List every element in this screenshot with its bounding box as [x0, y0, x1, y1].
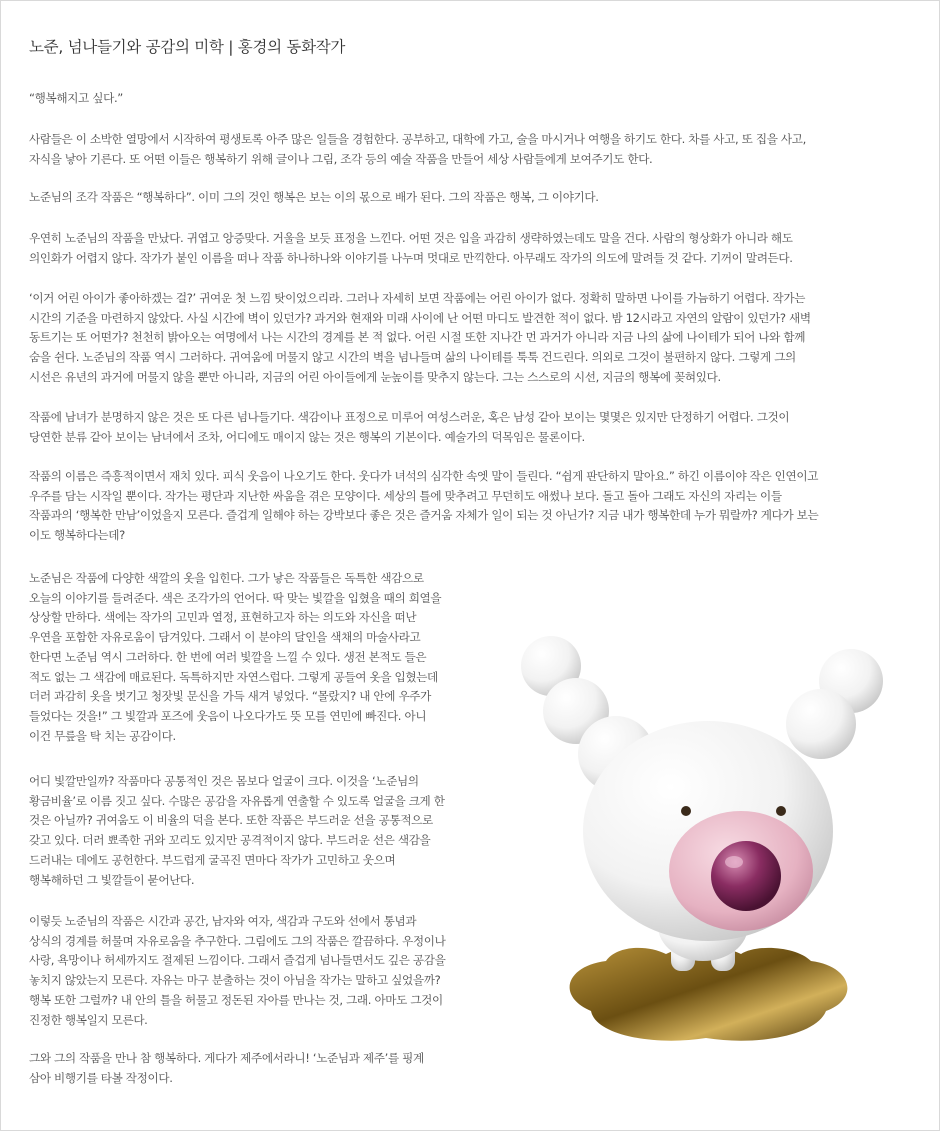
paragraph-line: 작품에 남녀가 분명하지 않은 것은 또 다른 넘나들기다. 색감이나 표정으로 미루어 여성스러운, 혹은 남성 같아 보이는 몇몇은 있지만 단정하기 어렵다. 그것이	[29, 410, 790, 424]
paragraph	[29, 1049, 424, 1088]
paragraph-line: 상상할 만하다. 색에는 작가의 고민과 열정, 표현하고자 하는 의도와 자신을 떠난	[29, 610, 417, 625]
paragraph-line: 놓치지 않았는지 모른다. 자유는 마구 분출하는 것이 아님을 작가는 말하고 싶었을까?	[29, 973, 441, 988]
paragraph-line: 행복해하던 그 빛깔들이 묻어난다.	[29, 872, 195, 887]
paragraph-line: 우주를 담는 시작일 뿐이다. 작가는 평단과 지난한 싸움을 겪은 모양이다. 세상의 틀에 맞추려고 무던히도 애썼나 보다. 돌고 돌아 그래도 자신의 자리는 이들	[29, 488, 782, 503]
paragraph-line: 작품의 이름은 즉흥적이면서 재치 있다. 피식 웃음이 나오기도 한다. 웃다가 녀석의 심각한 속엣 말이 들린다. “쉽게 판단하지 말아요.” 하긴 이름이야 작은 인연이고	[29, 469, 819, 483]
paragraph-line: 이건 무릎을 탁 치는 공감이다.	[29, 728, 176, 743]
article-title: 노준, 넘나들기와 공감의 미학 | 홍경의 동화작가	[29, 38, 346, 56]
paragraph-line: 숨을 쉰다. 노준님의 작품 역시 그러하다. 귀여움에 머물지 않고 시간의 벽을 넘나들며 삶의 나이테를 툭툭 건드린다. 의외로 그것이 불편하지 않다. 그렇게 그의	[29, 350, 796, 365]
paragraph	[29, 289, 811, 388]
paragraph-line: 사랑, 욕망이나 허세까지도 절제된 느낌이다. 그래서 즐겁게 넘나들면서도 깊은 공감을	[29, 953, 446, 968]
paragraph-line: 시간의 기준을 마련하지 않았다. 사실 시간에 벽이 있던가? 과거와 현재와 미래 사이에 난 어떤 마디도 발견한 적이 없다. 밤 12시라고 자연의 알람이 있던가? 새벽	[29, 310, 811, 325]
paragraph	[29, 89, 123, 109]
paragraph-line: 드러내는 데에도 공헌한다. 부드럽게 굴곡진 면마다 작가가 고민하고 웃으며	[29, 852, 396, 867]
paragraph-line: “행복해지고 싶다.”	[29, 91, 123, 105]
paragraph	[29, 229, 793, 268]
paragraph-line: 황금비율’로 이름 짓고 싶다. 수많은 공감을 자유롭게 연출할 수 있도록 얼굴을 크게 한	[29, 793, 445, 808]
paragraph-line: 갖고 있다. 더러 뾰족한 귀와 꼬리도 있지만 공격적이지 않다. 부드러운 선은 색감을	[29, 833, 431, 848]
paragraph-line: 진정한 행복일지 모른다.	[29, 1012, 148, 1027]
paragraph-line: 노준님의 조각 작품은 “행복하다”. 이미 그의 것인 행복은 보는 이의 몫으로 배가 된다. 그의 작품은 행복, 그 이야기다.	[29, 190, 599, 204]
paragraph-line: 이렇듯 노준님의 작품은 시간과 공간, 남자와 여자, 색감과 구도와 선에서 통념과	[29, 914, 417, 928]
paragraph-line: 더러 과감히 옷을 벗기고 청잣빛 문신을 가득 새겨 넣었다. “몰랐지? 내 안에 우주가	[29, 689, 432, 704]
paragraph-line: 행복 또한 그럴까? 내 안의 틀을 허물고 정돈된 자아를 만나는 것, 그래. 아마도 그것이	[29, 992, 443, 1007]
paragraph-line: 작품과의 ‘행복한 만남’이었을지 모른다. 즐겁게 일해야 하는 강박보다 좋은 것은 즐거움 자체가 일이 되는 것 아닌가? 지금 내가 행복한데 누가 뭐랄까? 게다가 보는	[29, 508, 819, 523]
paragraph-line: 삼아 비행기를 타볼 작정이다.	[29, 1070, 173, 1085]
paragraph	[29, 569, 441, 746]
paragraph-line: 자식을 낳아 기른다. 또 어떤 이들은 행복하기 위해 글이나 그림, 조각 등의 예술 작품을 만들어 세상 사람들에게 보여주기도 한다.	[29, 151, 653, 166]
paragraph	[29, 408, 789, 447]
paragraph-line: 우연을 포함한 자유로움이 담겨있다. 그래서 이 분야의 달인을 색채의 마술사라고	[29, 630, 421, 645]
paragraph	[29, 772, 445, 890]
paragraph-line: 사람들은 이 소박한 열망에서 시작하여 평생토록 아주 많은 일들을 경험한다. 공부하고, 대학에 가고, 술을 마시거나 여행을 하기도 한다. 차를 사고, 또 집을 사고,	[29, 132, 806, 146]
paragraph	[29, 188, 599, 208]
paragraph-line: 들었다는 것을!” 그 빛깔과 포즈에 웃음이 나오다가도 뜻 모를 연민에 빠진다. 아니	[29, 708, 427, 723]
paragraph-line: 것은 아닐까? 귀여움도 이 비율의 덕을 본다. 또한 작품은 부드러운 선을 공통적으로	[29, 813, 433, 828]
paragraph-line: 우연히 노준님의 작품을 만났다. 귀엽고 앙증맞다. 거울을 보듯 표정을 느낀다. 어떤 것은 입을 과감히 생략하였는데도 말을 건다. 사람의 형상화가 아니라 해도	[29, 231, 793, 245]
paragraph-line: 노준님은 작품에 다양한 색깔의 옷을 입힌다. 그가 낳은 작품들은 독특한 색감으로	[29, 571, 424, 585]
paragraph-line: 동트기는 또 어떤가? 천천히 밝아오는 여명에서 나는 시간의 경계를 본 적 없다. 어린 시절 또한 지나간 먼 과거가 아니라 지금 나의 삶에 나이테가 되어 나와 함께	[29, 330, 806, 345]
paragraph-line: 이도 행복하다는데?	[29, 528, 125, 543]
paragraph-line: 어디 빛깔만일까? 작품마다 공통적인 것은 몸보다 얼굴이 크다. 이것을 ‘노준님의	[29, 774, 419, 788]
paragraph-line: 그와 그의 작품을 만나 참 행복하다. 게다가 제주에서라니! ‘노준님과 제주’를 핑계	[29, 1051, 424, 1065]
paragraph-line: ‘이거 어린 아이가 좋아하겠는 걸?’ 귀여운 첫 느낌 탓이었으리라. 그러나 자세히 보면 작품에는 어린 아이가 없다. 정확히 말하면 나이를 가늠하기 어렵다. 작가는	[29, 291, 806, 305]
paragraph-line: 적도 없는 그 색감에 매료된다. 독특하지만 자연스럽다. 그렇게 공들여 옷을 입혔는데	[29, 669, 438, 684]
paragraph	[29, 130, 806, 169]
paragraph	[29, 912, 445, 1030]
paragraph-line: 상식의 경계를 허물며 자유로움을 추구한다. 그림에도 그의 작품은 깔끔하다. 우정이나	[29, 933, 446, 948]
sculpture-photo	[496, 626, 916, 1056]
paragraph-line: 당연한 분류 같아 보이는 남녀에서 조차, 어디에도 매이지 않는 것은 행복의 기본이다. 예술가의 덕목임은 물론이다.	[29, 429, 585, 444]
paragraph-line: 오늘의 이야기를 들려준다. 색은 조각가의 언어다. 딱 맞는 빛깔을 입혔을 때의 희열을	[29, 590, 442, 605]
paragraph	[29, 467, 818, 546]
paragraph-line: 의인화가 어렵지 않다. 작가가 붙인 이름을 떠나 작품 하나하나와 이야기를 나누며 멋대로 만끽한다. 아무래도 작가의 의도에 말려들 것 같다. 기꺼이 말려든다.	[29, 250, 793, 265]
paragraph-line: 한다면 노준님 역시 그러하다. 한 번에 여러 빛깔을 느낄 수 있다. 생전 본적도 들은	[29, 649, 427, 664]
paragraph-line: 시선은 유년의 과거에 머물지 않을 뿐만 아니라, 지금의 어린 아이들에게 눈높이를 맞추지 않는다. 그는 스스로의 시선, 지금의 행복에 꽂혀있다.	[29, 369, 721, 384]
